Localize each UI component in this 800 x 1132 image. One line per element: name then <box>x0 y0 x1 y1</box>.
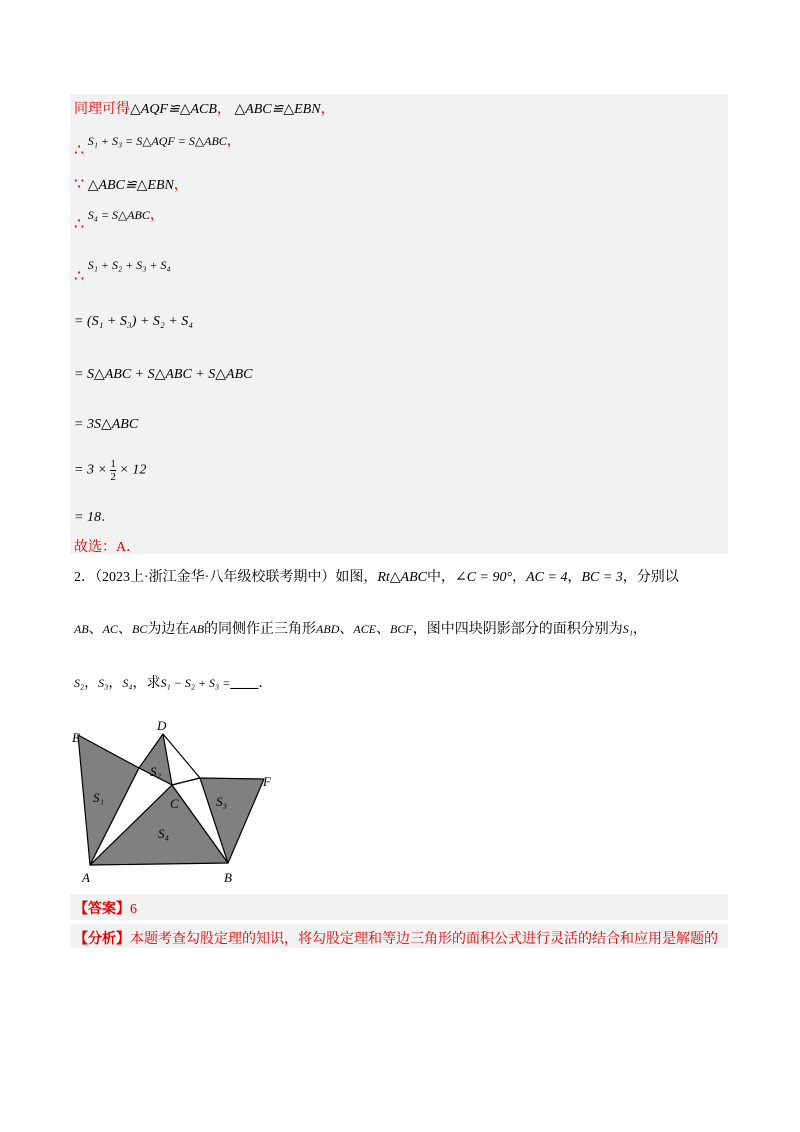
calc-part-b: × 12 <box>119 462 147 478</box>
solution-line-10 <box>74 506 115 526</box>
answer-tag: 【答案】 <box>74 902 130 917</box>
therefore-symbol: ∴ <box>74 142 85 159</box>
area-equation-1: S₁ + S₃ = S△AQF = S△ABC <box>87 134 227 148</box>
question-number: 2． <box>74 570 95 585</box>
text: 、 <box>88 622 103 637</box>
area-s2: S₂ <box>74 676 85 690</box>
side-bc: BC = 3 <box>581 570 623 585</box>
text: ， <box>632 622 647 637</box>
solution-line-3 <box>74 174 188 194</box>
label-s3: S₃ <box>216 794 228 809</box>
analysis-text: 本题考查勾股定理的知识，将勾股定理和等边三角形的面积公式进行灵活的结合和应用是解题的 <box>130 932 718 947</box>
result: = 18 <box>74 510 101 525</box>
text: ，分别以 <box>622 570 679 585</box>
congruence-1: △AQF≌△ACB <box>130 102 217 117</box>
text: 、 <box>339 622 354 637</box>
text: ， <box>567 570 582 585</box>
question-line-2 <box>74 618 647 638</box>
text: 中， <box>426 570 455 585</box>
line-end: ， <box>226 134 241 149</box>
line-end: ， <box>173 178 188 193</box>
separator: ， <box>216 102 231 117</box>
label-f: F <box>263 774 271 789</box>
solution-line-2 <box>74 130 241 159</box>
seg-ab: AB <box>189 622 205 636</box>
seg-ac: AC <box>102 622 119 636</box>
choice-line: 故选：A． <box>74 540 141 555</box>
label-b: B <box>224 870 232 885</box>
area-s1: S₁ <box>622 622 633 636</box>
analysis-line <box>74 928 718 948</box>
solution-line-1 <box>74 98 335 118</box>
because-symbol: ∵ <box>74 176 85 193</box>
solution-prefix: 同理可得 <box>74 102 130 117</box>
calc-part-a: = 3 × <box>74 462 107 478</box>
solution-line-9 <box>74 458 146 483</box>
solution-line-5 <box>74 254 171 285</box>
tri-abd: ABD <box>316 622 340 636</box>
fraction-numerator: 1 <box>110 458 116 470</box>
seg-ab: AB <box>74 622 89 636</box>
text: ． <box>258 676 273 691</box>
area-s3: S₃ <box>98 676 109 690</box>
answer-line <box>74 898 137 918</box>
label-s4: S₄ <box>158 826 170 841</box>
fraction <box>110 458 116 483</box>
label-a: A <box>82 870 90 885</box>
angle-c: ∠C = 90° <box>454 570 513 585</box>
area-s4: S₄ <box>122 676 133 690</box>
solution-line-7: = S△ABC + S△ABC + S△ABC <box>74 367 253 382</box>
area-equation-2: S₄ = S△ABC <box>87 208 150 222</box>
therefore-symbol: ∴ <box>74 268 85 285</box>
question-line-3 <box>74 672 272 692</box>
side-ac: AC = 4 <box>526 570 568 585</box>
answer-blank: ____ <box>230 676 259 691</box>
text: 为边在 <box>147 622 190 637</box>
label-d: D <box>157 718 167 733</box>
tri-ace: ACE <box>353 622 377 636</box>
seg-bc: BC <box>132 622 148 636</box>
geometry-figure <box>60 710 300 890</box>
label-s1: S₁ <box>93 790 105 805</box>
tri-bcf: BCF <box>390 622 413 636</box>
text: ，求 <box>132 676 161 691</box>
solution-line-4 <box>74 204 164 233</box>
solution-line-8: = 3S△ABC <box>74 417 139 432</box>
question-source: （2023上·浙江金华·八年级校联考期中）如图， <box>95 570 378 585</box>
label-s2: S₂ <box>150 764 162 779</box>
analysis-tag: 【分析】 <box>74 932 130 947</box>
answer-panel <box>70 894 728 920</box>
question-line-1 <box>74 566 679 586</box>
text: ， <box>512 570 527 585</box>
text: 、 <box>118 622 133 637</box>
text: ， <box>84 676 99 691</box>
line-end: ． <box>100 510 115 525</box>
sum-expression: S₁ + S₂ + S₃ + S₄ <box>87 258 171 272</box>
target-expression: S₁ − S₂ + S₃ = <box>160 676 231 690</box>
line-end: ， <box>320 102 335 117</box>
solution-line-6: = (S₁ + S₃) + S₂ + S₄ <box>74 314 194 329</box>
label-c: C <box>170 796 179 811</box>
text: 的同侧作正三角形 <box>204 622 317 637</box>
right-triangle: Rt△ABC <box>377 570 427 585</box>
fraction-denominator: 2 <box>110 471 116 483</box>
text: ，图中四块阴影部分的面积分别为 <box>412 622 623 637</box>
text: ， <box>108 676 123 691</box>
label-e: E <box>72 730 80 745</box>
text: 、 <box>376 622 391 637</box>
congruence-3: △ABC≌△EBN <box>87 178 174 193</box>
line-end: ， <box>149 208 164 223</box>
answer-value: 6 <box>130 902 137 917</box>
therefore-symbol: ∴ <box>74 216 85 233</box>
congruence-2: △ABC≌△EBN <box>234 102 321 117</box>
